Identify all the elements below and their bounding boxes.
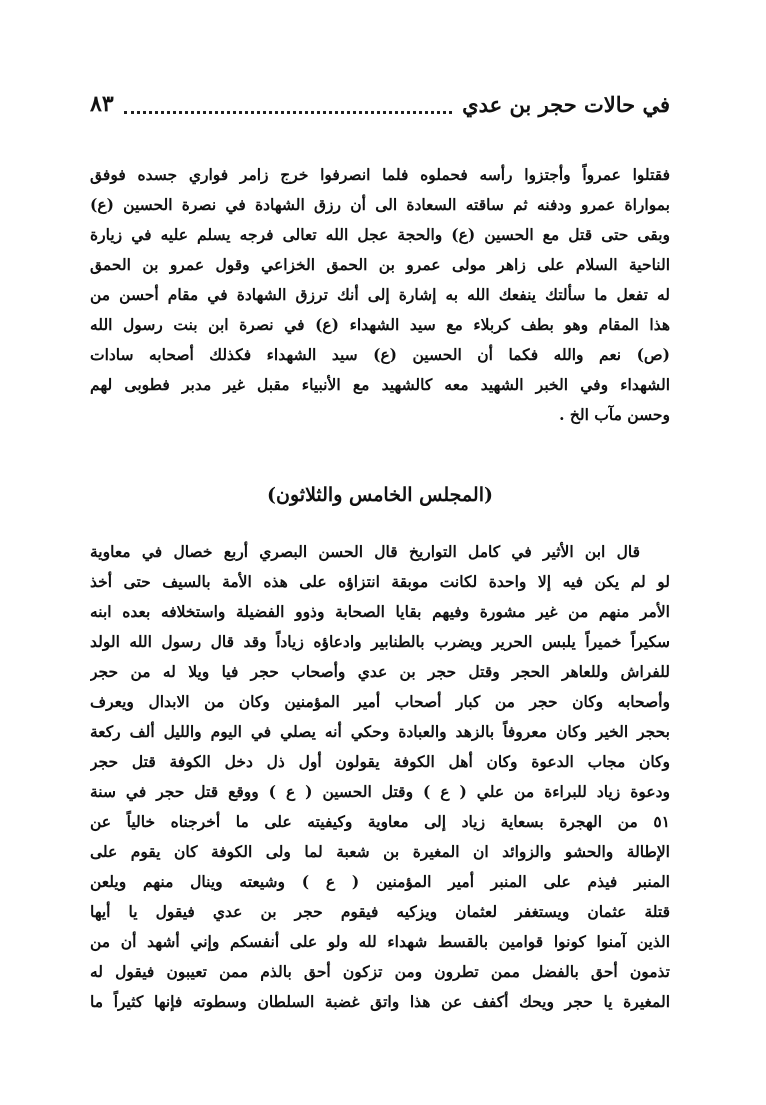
text-line: وحسن مآب الخ . [559, 405, 670, 424]
section-heading: (المجلس الخامس والثلاثون) [267, 484, 493, 506]
text-line: قال ابن الأثير في كامل التواريخ قال الحسن البصري أربع خصال في معاوية [90, 542, 640, 561]
text-line: هذا المقام وهو بطف كربلاء مع سيد الشهداء (ع) في نصرة ابن بنت رسول الله [90, 315, 670, 334]
text-line: المنبر فيذم على المنبر أمير المؤمنين ( ع ) وشيعته وينال منهم ويلعن [90, 872, 670, 891]
paragraph-continuation [90, 160, 670, 430]
text-line: وبقى حتى قتل مع الحسين (ع) والحجة عجل الله تعالى فرجه يسلم عليه في زيارة [90, 225, 670, 244]
text-line: لو لم يكن فيه إلا واحدة لكانت موبقة انتزاؤه على هذه الأمة بالسيف حتى أخذ [90, 572, 670, 591]
text-line: فقتلوا عمرواً وأجتزوا رأسه فحملوه فلما انصرفوا خرج زامر فواري جسده فوفق [90, 165, 670, 184]
text-line: قتلة عثمان ويستغفر لعثمان ويزكيه فيقوم حجر بن عدي فيقول يا أيها [90, 902, 670, 921]
text-line: سكيراً خميراً يلبس الحرير ويضرب بالطنابير وادعاؤه زياداً وقد قال رسول الله الولد [90, 632, 670, 651]
text-line: ٥١ من الهجرة بسعاية زياد إلى معاوية وكيفيته على ما أخرجناه خالياً عن [90, 812, 670, 831]
text-line: الناحية السلام على زاهر مولى عمرو بن الحمق الخزاعي وقول عمرو بن الحمق [90, 255, 670, 274]
text-line: الأمر منهم من غير مشورة وفيهم بقايا الصحابة وذوو الفضيلة واستخلافه بعده ابنه [90, 602, 670, 621]
text-line: تذمون أحق بالفضل ممن تطرون ومن تزكون أحق بالذم ممن تعيبون فيقول له [90, 962, 670, 981]
page-number: ٨٣ [90, 91, 114, 117]
text-line: المغيرة يا حجر ويحك أكفف عن هذا واتق غضبة السلطان وسطوته فإنها كثيراً ما [90, 992, 670, 1011]
text-line: الذين آمنوا كونوا قوامين بالقسط شهداء لله ولو على أنفسكم وإني أشهد أن من [90, 932, 670, 951]
text-line: الشهداء وفي الخبر الشهيد معه كالشهيد مع الأنبياء مقبل غير مدبر فطوبى لهم [90, 375, 670, 394]
text-line: وكان مجاب الدعوة وكان أهل الكوفة يقولون أول ذل دخل الكوفة قتل حجر [90, 752, 670, 771]
text-line: بحجر الخير وكان معروفاً بالزهد والعبادة وحكي أنه يصلي في اليوم والليل ألف ركعة [90, 722, 670, 741]
paragraph-main [90, 537, 670, 1017]
text-line: ودعوة زياد للبراءة من علي ( ع ) وقتل الحسين ( ع ) ووقع قتل حجر في سنة [90, 782, 670, 801]
header-dot-leader [124, 95, 453, 114]
text-line: بمواراة عمرو ودفنه ثم ساقته السعادة الى أن رزق الشهادة في نصرة الحسين (ع) [90, 195, 670, 214]
text-line: للفراش وللعاهر الحجر وقتل حجر بن عدي وأصحاب حجر فيا ويلا له من حجر [90, 662, 670, 681]
text-line: له تفعل ما سألتك ينفعك الله به إشارة إلى أنك ترزق الشهادة في مقام أحسن من [90, 285, 670, 304]
text-line: (ص) نعم والله فكما أن الحسين (ع) سيد الشهداء فكذلك أصحابه سادات [90, 345, 670, 364]
running-title: في حالات حجر بن عدي [462, 91, 670, 117]
text-line: وأصحابه وكان حجر من كبار أصحاب أمير المؤمنين وكان من الابدال ويعرف [90, 692, 670, 711]
text-line: الإطالة والحشو والزوائد ان المغيرة بن شعبة لما ولى الكوفة كان يقوم على [90, 842, 670, 861]
page-header [90, 86, 670, 122]
